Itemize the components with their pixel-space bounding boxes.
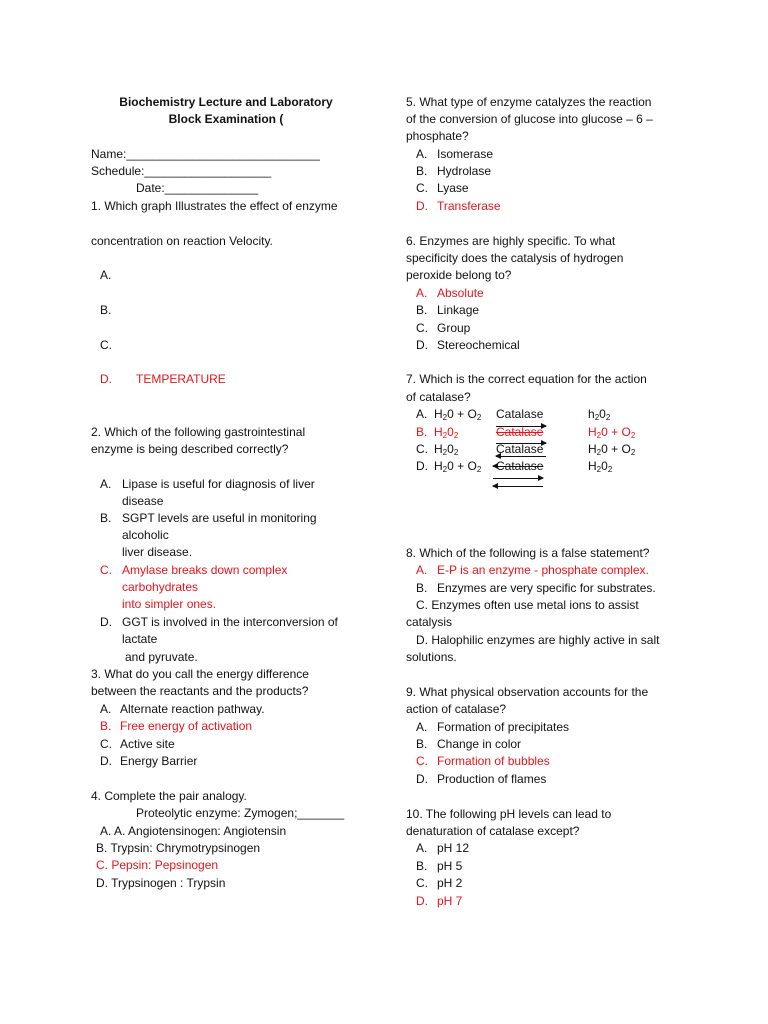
question-2-option-b-cont2: liver disease. — [122, 545, 193, 559]
question-3-stem-cont: between the reactants and the products? — [91, 684, 309, 698]
question-9-option-b: Change in color — [437, 737, 522, 751]
question-9-option-a-letter: A. — [416, 720, 428, 734]
question-1-option-a: A. — [100, 268, 112, 282]
schedule-field: Schedule:___________________ — [91, 164, 272, 178]
question-8-stem: 8. Which of the following is a false statement? — [406, 546, 650, 560]
question-3-option-b: Free energy of activation — [120, 719, 253, 733]
question-3-option-a-letter: A. — [100, 702, 112, 716]
question-5-option-c: Lyase — [437, 181, 469, 195]
question-6-option-a: Absolute — [437, 286, 484, 300]
question-10-option-a: pH 12 — [437, 841, 470, 855]
question-7-stem-cont: of catalase? — [406, 390, 471, 404]
question-3-option-d: Energy Barrier — [120, 754, 198, 768]
question-2-option-b-letter: B. — [100, 511, 112, 525]
question-10-option-c-letter: C. — [416, 876, 428, 890]
question-7-option-a-reactants: $H_20 + O_2$ — [434, 407, 482, 422]
question-5-option-b-letter: B. — [416, 164, 428, 178]
question-1-option-b: B. — [100, 303, 112, 317]
question-10-option-b: pH 5 — [437, 859, 463, 873]
question-7-option-c-catalase: Catalase — [496, 442, 544, 456]
question-2-option-d-cont: lactate — [122, 632, 158, 646]
question-2-option-d-cont2: and pyruvate. — [125, 650, 198, 664]
question-5-stem-cont: of the conversion of glucose into glucose – 6 – — [406, 112, 653, 126]
question-10-option-c: pH 2 — [437, 876, 463, 890]
question-8-option-a-letter: A. — [416, 563, 428, 577]
question-2-option-b-cont: alcoholic — [122, 528, 169, 542]
question-9-option-d: Production of flames — [437, 772, 547, 786]
question-2-option-c-cont: carbohydrates — [122, 580, 199, 594]
question-10-stem-cont: denaturation of catalase except? — [406, 824, 580, 838]
question-5-option-a-letter: A. — [416, 147, 428, 161]
question-6-option-a-letter: A. — [416, 286, 428, 300]
question-10-option-d: pH 7 — [437, 894, 463, 908]
question-7-option-d-catalase: Catalase — [496, 459, 544, 473]
question-6-stem-cont: specificity does the catalysis of hydrogen — [406, 251, 624, 265]
question-2-option-a: Lipase is useful for diagnosis of liver — [122, 477, 315, 491]
question-8-option-c-cont: catalysis — [406, 615, 453, 629]
question-6-option-b: Linkage — [437, 303, 480, 317]
question-9-option-a: Formation of precipitates — [437, 720, 570, 734]
question-5-option-d: Transferase — [437, 199, 501, 213]
question-6-stem: 6. Enzymes are highly specific. To what — [406, 234, 616, 248]
question-6-option-b-letter: B. — [416, 303, 428, 317]
question-3-option-c: Active site — [120, 737, 175, 751]
question-1-option-d-letter: D. — [100, 372, 112, 386]
question-2-option-d-letter: D. — [100, 615, 112, 629]
reaction-arrow-icon — [493, 478, 543, 479]
question-2-stem: 2. Which of the following gastrointestinal — [91, 425, 306, 439]
question-10-option-a-letter: A. — [416, 841, 428, 855]
reaction-arrow-icon — [496, 426, 546, 427]
question-9-stem: 9. What physical observation accounts for the — [406, 685, 649, 699]
question-6-option-c-letter: C. — [416, 321, 428, 335]
question-2-option-c-letter: C. — [100, 563, 112, 577]
question-7-option-b-reactants: $H_20_2$ — [434, 425, 459, 440]
question-8-option-a: E-P is an enzyme - phosphate complex. — [437, 563, 649, 577]
question-4-stem-cont: Proteolytic enzyme: Zymogen;_______ — [136, 806, 345, 820]
question-5-stem-cont2: phosphate? — [406, 129, 469, 143]
reverse-arrow-icon — [493, 466, 543, 467]
question-5-stem: 5. What type of enzyme catalyzes the reaction — [406, 95, 652, 109]
question-7-option-d-letter: D. — [416, 459, 428, 473]
question-9-option-c-letter: C. — [416, 754, 428, 768]
exam-title-line2: Block Examination ( — [168, 112, 284, 126]
question-7-option-c-reactants: $H_20_2$ — [434, 442, 459, 457]
question-9-option-b-letter: B. — [416, 737, 428, 751]
question-6-option-d-letter: D. — [416, 338, 428, 352]
question-4-option-b: B. Trypsin: Chrymotrypsinogen — [96, 841, 261, 855]
question-7-option-d-reactants: $H_20 + O_2$ — [434, 459, 482, 474]
question-7-option-a-products: $h_20_2$ — [588, 407, 611, 422]
question-7-stem: 7. Which is the correct equation for the action — [406, 372, 647, 386]
question-9-option-c: Formation of bubbles — [437, 754, 550, 768]
question-5-option-b: Hydrolase — [437, 164, 492, 178]
question-6-option-c: Group — [437, 321, 471, 335]
exam-title-line1: Biochemistry Lecture and Laboratory — [119, 95, 333, 109]
question-2-option-d: GGT is involved in the interconversion of — [122, 615, 338, 629]
question-7-option-a-catalase: Catalase — [496, 407, 544, 421]
question-4-option-d: D. Trypsinogen : Trypsin — [96, 876, 226, 890]
question-10-option-d-letter: D. — [416, 894, 428, 908]
question-8-option-b: Enzymes are very specific for substrates. — [437, 581, 656, 595]
question-2-option-c: Amylase breaks down complex — [122, 563, 288, 577]
question-3-option-b-letter: B. — [100, 719, 112, 733]
question-7-option-b-catalase: Catalase — [496, 425, 544, 439]
question-2-stem-cont: enzyme is being described correctly? — [91, 442, 289, 456]
question-4-option-a: A. A. Angiotensinogen: Angiotensin — [100, 824, 287, 838]
question-5-option-a: Isomerase — [437, 147, 494, 161]
question-7-option-c-letter: C. — [416, 442, 428, 456]
question-6-stem-cont2: peroxide belong to? — [406, 268, 512, 282]
reverse-arrow-icon — [496, 456, 546, 457]
reverse-arrow-icon — [493, 486, 543, 487]
question-3-stem: 3. What do you call the energy difference — [91, 667, 309, 681]
question-2-option-b: SGPT levels are useful in monitoring — [122, 511, 317, 525]
question-5-option-c-letter: C. — [416, 181, 428, 195]
question-9-option-d-letter: D. — [416, 772, 428, 786]
question-1-option-c: C. — [100, 338, 112, 352]
question-8-option-b-letter: B. — [416, 581, 428, 595]
question-2-option-a-letter: A. — [100, 477, 112, 491]
question-10-stem: 10. The following pH levels can lead to — [406, 807, 612, 821]
question-6-option-d: Stereochemical — [437, 338, 520, 352]
question-9-stem-cont: action of catalase? — [406, 702, 507, 716]
question-5-option-d-letter: D. — [416, 199, 428, 213]
question-1-option-d: TEMPERATURE — [136, 372, 226, 386]
question-7-option-d-products: $H_20_2$ — [588, 459, 613, 474]
reaction-arrow-icon — [496, 443, 546, 444]
question-1-stem: 1. Which graph Illustrates the effect of enzyme — [91, 199, 338, 213]
question-3-option-c-letter: C. — [100, 737, 112, 751]
question-2-option-c-cont2: into simpler ones. — [122, 597, 217, 611]
question-4-stem: 4. Complete the pair analogy. — [91, 789, 247, 803]
question-7-option-c-products: $H_20 + O_2$ — [588, 442, 636, 457]
question-4-option-c: C. Pepsin: Pepsinogen — [96, 858, 219, 872]
question-2-option-a-cont: disease — [122, 494, 164, 508]
question-7-option-a-letter: A. — [416, 407, 428, 421]
question-3-option-d-letter: D. — [100, 754, 112, 768]
question-8-option-d: D. Halophilic enzymes are highly active in salt — [416, 633, 660, 647]
question-3-option-a: Alternate reaction pathway. — [120, 702, 265, 716]
question-10-option-b-letter: B. — [416, 859, 428, 873]
question-8-option-d-cont: solutions. — [406, 650, 457, 664]
question-8-option-c: C. Enzymes often use metal ions to assist — [416, 598, 639, 612]
question-1-stem-cont: concentration on reaction Velocity. — [91, 234, 273, 248]
date-field: Date:______________ — [136, 181, 259, 195]
name-field: Name:_____________________________ — [91, 147, 320, 161]
question-7-option-b-letter: B. — [416, 425, 428, 439]
question-7-option-b-products: $H_20 + O_2$ — [588, 425, 636, 440]
